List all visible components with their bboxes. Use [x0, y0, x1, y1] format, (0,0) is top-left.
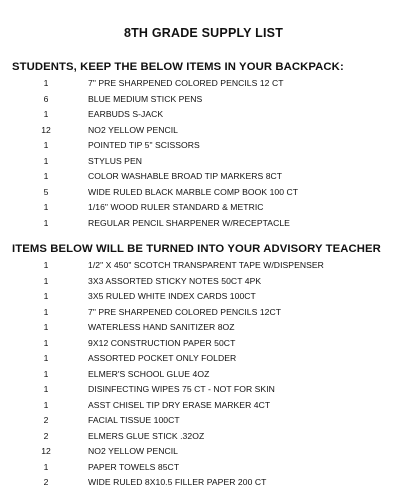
item-quantity: 12: [41, 124, 51, 135]
item-quantity: 2: [43, 430, 49, 441]
item-description: 7" PRE SHARPENED COLORED PENCILS 12CT: [88, 306, 282, 317]
item-quantity: 1: [43, 275, 49, 286]
list-item: [0, 94, 407, 110]
list-item: [0, 369, 407, 385]
item-description: 1/2" X 450" SCOTCH TRANSPARENT TAPE W/DISPENSER: [88, 260, 324, 270]
item-description: 3X5 RULED WHITE INDEX CARDS 100CT: [88, 291, 256, 301]
list-item: [0, 276, 407, 292]
item-description: WIDE RULED BLACK MARBLE COMP BOOK 100 CT: [88, 186, 299, 197]
item-quantity: 1: [43, 140, 49, 150]
item-description: 7" PRE SHARPENED COLORED PENCILS 12 CT: [88, 78, 284, 88]
section-heading-advisory: ITEMS BELOW WILL BE TURNED INTO YOUR ADVISORY TEACHER: [12, 243, 381, 255]
list-item: [0, 187, 407, 203]
list-item: [0, 171, 407, 187]
item-description: POINTED TIP 5" SCISSORS: [88, 140, 200, 150]
item-description: ELMERS GLUE STICK .32OZ: [88, 430, 205, 441]
section-heading-backpack: STUDENTS, KEEP THE BELOW ITEMS IN YOUR BACKPACK:: [12, 61, 344, 73]
list-item: [0, 431, 407, 447]
item-quantity: 1: [43, 155, 49, 166]
list-item: [0, 291, 407, 307]
list-item: [0, 384, 407, 400]
item-description: BLUE MEDIUM STICK PENS: [88, 93, 203, 104]
item-description: DISINFECTING WIPES 75 CT - NOT FOR SKIN: [88, 384, 275, 394]
list-item: [0, 218, 407, 234]
item-quantity: 2: [43, 477, 49, 487]
item-quantity: 1: [43, 353, 49, 363]
item-quantity: 1: [43, 260, 49, 270]
list-item: [0, 78, 407, 94]
item-quantity: 1: [43, 306, 49, 317]
list-item: [0, 322, 407, 338]
page-title: 8TH GRADE SUPPLY LIST: [123, 26, 284, 40]
backpack-items-list: [0, 78, 407, 233]
item-description: REGULAR PENCIL SHARPENER W/RECEPTACLE: [88, 217, 290, 228]
item-quantity: 5: [43, 186, 49, 197]
item-quantity: 6: [43, 93, 49, 104]
item-description: ELMER'S SCHOOL GLUE 4OZ: [88, 368, 210, 379]
list-item: [0, 462, 407, 478]
item-description: NO2 YELLOW PENCIL: [88, 446, 179, 456]
item-quantity: 1: [43, 337, 49, 348]
list-item: [0, 125, 407, 141]
list-item: [0, 140, 407, 156]
item-description: ASSORTED POCKET ONLY FOLDER: [88, 353, 237, 363]
list-item: [0, 477, 407, 493]
item-quantity: 1: [43, 202, 49, 212]
list-item: [0, 260, 407, 276]
list-item: [0, 202, 407, 218]
item-quantity: 1: [43, 322, 49, 332]
list-item: [0, 156, 407, 172]
list-item: [0, 400, 407, 416]
item-description: 1/16" WOOD RULER STANDARD & METRIC: [88, 202, 264, 212]
list-item: [0, 415, 407, 431]
item-description: WATERLESS HAND SANITIZER 8OZ: [88, 322, 235, 332]
item-quantity: 1: [43, 384, 49, 394]
item-description: PAPER TOWELS 85CT: [88, 461, 180, 472]
item-description: STYLUS PEN: [88, 155, 142, 166]
advisory-items-list: [0, 260, 407, 493]
item-quantity: 1: [43, 461, 49, 472]
list-item: [0, 109, 407, 125]
item-quantity: 1: [43, 399, 49, 410]
item-quantity: 1: [43, 291, 49, 301]
item-quantity: 1: [43, 171, 49, 181]
item-description: 9X12 CONSTRUCTION PAPER 50CT: [88, 337, 236, 348]
item-description: ASST CHISEL TIP DRY ERASE MARKER 4CT: [88, 399, 271, 410]
list-item: [0, 446, 407, 462]
item-description: EARBUDS S-JACK: [88, 109, 164, 119]
item-quantity: 12: [41, 446, 51, 456]
item-quantity: 1: [43, 109, 49, 119]
item-description: FACIAL TISSUE 100CT: [88, 415, 180, 425]
item-quantity: 1: [43, 368, 49, 379]
list-item: [0, 353, 407, 369]
item-description: NO2 YELLOW PENCIL: [88, 124, 179, 135]
item-description: WIDE RULED 8X10.5 FILLER PAPER 200 CT: [88, 477, 267, 487]
list-item: [0, 307, 407, 323]
item-description: 3X3 ASSORTED STICKY NOTES 50CT 4PK: [88, 275, 262, 286]
item-description: COLOR WASHABLE BROAD TIP MARKERS 8CT: [88, 171, 283, 181]
item-quantity: 2: [43, 415, 49, 425]
item-quantity: 1: [43, 217, 49, 228]
list-item: [0, 338, 407, 354]
item-quantity: 1: [43, 78, 49, 88]
